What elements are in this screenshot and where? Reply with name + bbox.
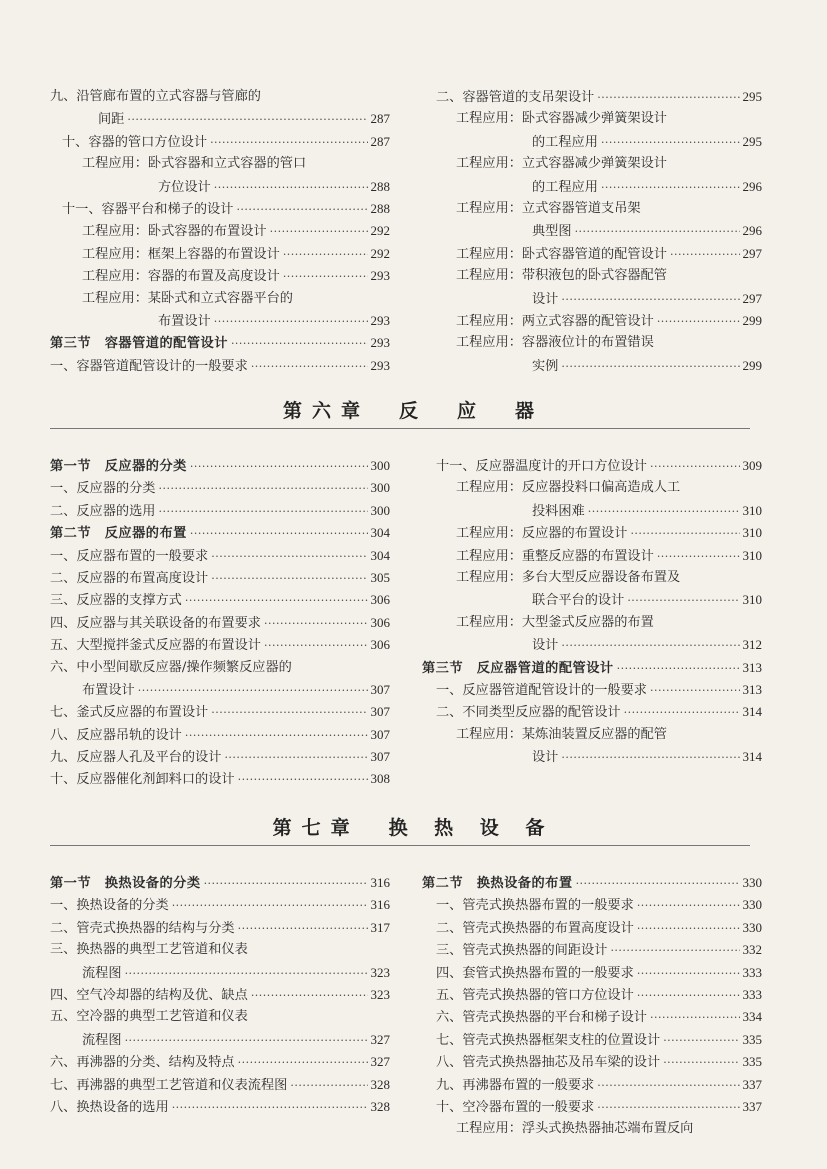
toc-page-number: 310 [742,547,762,563]
toc-entry-title: 工程应用：浮头式换热器抽芯端布置反向 [456,1121,694,1137]
dot-leader [650,1007,740,1028]
dot-leader [214,177,368,198]
toc-entry [422,1006,762,1028]
toc-page-number: 307 [370,726,390,742]
toc-entry [422,455,762,477]
toc-entry-title: 典型图 [532,224,572,240]
toc-entry [50,612,390,634]
toc-entry-title: 七、釜式反应器的布置设计 [50,705,209,721]
dot-leader [624,702,740,723]
toc-page-number: 333 [742,986,762,1002]
toc-entry [50,679,390,701]
toc-page-number: 293 [370,335,390,351]
dot-leader [127,109,367,130]
toc-entry-title: 工程应用：框架上容器的布置设计 [82,246,280,262]
toc-column-right [422,455,762,768]
toc-page-number: 292 [370,223,390,239]
toc-entry-title: 工程应用：立式容器减少弹簧架设计 [456,156,667,172]
dot-leader [617,658,740,679]
toc-entry [422,355,762,377]
toc-entry-title: 一、管壳式换热器布置的一般要求 [436,898,634,914]
dot-leader [610,940,739,961]
toc-page-number: 292 [370,245,390,261]
toc-entry [50,288,390,310]
dot-leader [561,289,739,310]
dot-leader [125,963,368,984]
toc-entry [50,355,390,377]
toc-page-number: 333 [742,964,762,980]
toc-entry [422,265,762,287]
dot-leader [637,895,740,916]
dot-leader [283,244,368,265]
dot-leader [576,873,740,894]
toc-page-number: 288 [370,178,390,194]
toc-page-number: 332 [742,942,762,958]
dot-leader [588,501,740,522]
toc-page-number: 297 [742,290,762,306]
dot-leader [630,523,739,544]
toc-page-number: 327 [370,1031,390,1047]
toc-entry-title: 六、再沸器的分类、结构及特点 [50,1055,235,1071]
toc-page-number: 335 [742,1054,762,1070]
toc-entry [422,701,762,723]
toc-entry [50,500,390,522]
toc-page-number: 335 [742,1031,762,1047]
toc-entry-title: 流程图 [82,965,122,981]
toc-entry [422,939,762,961]
dot-leader [637,985,740,1006]
dot-leader [290,1075,367,1096]
toc-entry-title: 四、套管式换热器布置的一般要求 [436,965,634,981]
toc-page-number: 307 [370,681,390,697]
toc-page-number: 323 [370,964,390,980]
toc-entry [422,962,762,984]
dot-leader [238,769,368,790]
toc-page-number: 307 [370,749,390,765]
toc-entry [50,657,390,679]
toc-entry [422,153,762,175]
toc-page-number: 330 [742,875,762,890]
toc-page-number: 296 [742,223,762,239]
toc-entry-title: 一、反应器布置的一般要求 [50,548,209,564]
toc-page-number: 306 [370,637,390,653]
toc-entry-title: 九、再沸器布置的一般要求 [436,1077,595,1093]
toc-entry-title: 九、沿管廊布置的立式容器与管廊的 [50,89,261,104]
toc-entry [422,567,762,589]
toc-entry-title: 第一节 反应器的分类 [50,459,187,474]
toc-entry-title: 五、大型搅拌釜式反应器的布置设计 [50,638,261,654]
toc-entry-title: 工程应用：容器液位计的布置错误 [456,335,654,351]
toc-entry [50,746,390,768]
toc-page-number: 334 [742,1009,762,1025]
toc-page-number: 314 [742,704,762,720]
dot-leader [650,456,740,477]
dot-leader [283,266,368,287]
toc-entry-title: 工程应用：卧式容器减少弹簧架设计 [456,111,667,127]
chapter-title: 第六章 反 应 器 [282,400,544,422]
toc-entry [422,1074,762,1096]
dot-leader [210,132,367,153]
toc-entry-title: 工程应用：卧式容器和立式容器的管口 [82,156,307,172]
toc-entry-title: 九、反应器人孔及平台的设计 [50,750,222,766]
dot-leader [650,680,740,701]
toc-section-entry [422,872,762,894]
toc-page-number: 297 [742,245,762,261]
toc-page-number: 328 [370,1098,390,1114]
toc-entry [50,1006,390,1028]
toc-entry [50,545,390,567]
toc-entry [422,108,762,130]
toc-entry-title: 六、管壳式换热器的平台和梯子设计 [436,1010,647,1026]
toc-entry-title: 八、反应器吊轨的设计 [50,727,182,743]
dot-leader [159,501,368,522]
dot-leader [159,478,368,499]
toc-entry-title: 方位设计 [158,179,211,195]
toc-entry [422,477,762,499]
toc-entry-title: 工程应用：容器的布置及高度设计 [82,269,280,285]
toc-entry [422,198,762,220]
dot-leader [561,356,739,377]
toc-page-number: 327 [370,1054,390,1070]
toc-entry [50,1074,390,1096]
toc-entry-title: 的工程应用 [532,134,598,150]
dot-leader [264,635,368,656]
toc-entry-title: 十一、反应器温度计的开口方位设计 [436,459,647,474]
toc-entry-title: 的工程应用 [532,179,598,195]
toc-entry [422,1051,762,1073]
toc-page-number: 300 [370,480,390,496]
dot-leader [211,546,367,567]
toc-page-number: 293 [370,268,390,284]
toc-column-left [50,455,390,791]
toc-entry [422,545,762,567]
toc-page-number: 293 [370,357,390,373]
dot-leader [627,590,739,611]
toc-entry [50,939,390,961]
toc-entry-title: 工程应用：某炼油装置反应器的配管 [456,726,667,742]
toc-entry [50,724,390,746]
toc-entry-title: 十、空冷器布置的一般要求 [436,1099,595,1115]
toc-entry [50,567,390,589]
dot-leader [597,87,739,108]
toc-page-number: 316 [370,875,390,890]
dot-leader [214,311,368,332]
toc-section-entry [50,522,390,544]
toc-page-number: 313 [742,681,762,697]
toc-entry-title: 三、反应器的支撑方式 [50,593,182,609]
toc-entry-title: 八、管壳式换热器抽芯及吊车梁的设计 [436,1055,661,1071]
toc-entry-title: 流程图 [82,1032,122,1048]
dot-leader [637,918,740,939]
dot-leader [597,1075,739,1096]
toc-entry-title: 六、中小型间歇反应器/操作频繁反应器的 [50,659,292,675]
toc-entry [50,176,390,198]
dot-leader [251,356,368,377]
toc-entry-title: 第三节 容器管道的配管设计 [50,336,228,352]
dot-leader [185,725,368,746]
dot-leader [190,456,368,477]
dot-leader [657,311,740,332]
toc-page-number: 314 [742,749,762,765]
toc-entry [50,153,390,175]
toc-entry [422,131,762,153]
toc-entry [50,768,390,790]
toc-entry-title: 设计 [532,638,559,654]
toc-entry-title: 工程应用：带积液包的卧式容器配管 [456,268,667,284]
dot-leader [238,918,368,939]
toc-entry [422,243,762,265]
dot-leader [663,1052,739,1073]
chapter-title: 第七章 换 热 设 备 [272,817,555,839]
toc-entry [50,894,390,916]
toc-entry-title: 一、容器管道配管设计的一般要求 [50,358,248,374]
toc-entry-title: 二、反应器的选用 [50,503,156,519]
toc-entry [50,984,390,1006]
toc-page-number: 337 [742,1098,762,1114]
toc-entry-title: 投料困难 [532,503,585,519]
toc-entry [422,724,762,746]
toc-entry-title: 第三节 反应器管道的配管设计 [422,660,614,676]
toc-page-number: 316 [370,897,390,913]
toc-column-right [422,872,762,1141]
dot-leader [601,132,740,153]
toc-entry [422,1118,762,1140]
dot-leader [264,613,368,634]
toc-entry [422,310,762,332]
toc-section-entry [50,332,390,354]
toc-page-number: 309 [742,458,762,473]
toc-column-right [422,86,762,377]
dot-leader [211,702,367,723]
toc-entry [50,198,390,220]
toc-entry-title: 第二节 反应器的布置 [50,526,187,542]
toc-page-number: 308 [370,771,390,787]
toc-entry [422,522,762,544]
dot-leader [575,221,740,242]
toc-entry-title: 工程应用：某卧式和立式容器平台的 [82,290,293,306]
toc-entry-title: 二、反应器的布置高度设计 [50,570,209,586]
toc-entry [50,1051,390,1073]
toc-entry-title: 工程应用：大型釜式反应器的布置 [456,614,654,630]
toc-page-number: 304 [370,547,390,563]
toc-page-number: 299 [742,357,762,373]
toc-entry-title: 八、换热设备的选用 [50,1099,169,1115]
dot-leader [238,1052,368,1073]
toc-entry-title: 五、空冷器的典型工艺管道和仪表 [50,1009,248,1025]
toc-entry [50,701,390,723]
toc-entry-title: 三、管壳式换热器的间距设计 [436,943,608,959]
toc-entry [50,220,390,242]
toc-column-left [50,872,390,1118]
toc-entry [422,1029,762,1051]
toc-entry [422,589,762,611]
toc-page-number: 299 [742,312,762,328]
toc-entry-title: 七、再沸器的典型工艺管道和仪表流程图 [50,1077,288,1093]
toc-section-entry [50,455,390,477]
toc-entry-title: 工程应用：卧式容器的布置设计 [82,224,267,240]
toc-entry-title: 工程应用：重整反应器的布置设计 [456,548,654,564]
toc-entry-title: 布置设计 [158,313,211,329]
toc-entry [50,589,390,611]
toc-entry-title: 十一、容器平台和梯子的设计 [62,201,234,217]
dot-leader [204,873,368,894]
toc-page-number: 307 [370,704,390,720]
dot-leader [270,221,368,242]
toc-page-number: 293 [370,312,390,328]
toc-entry [50,917,390,939]
toc-entry-title: 四、反应器与其关联设备的布置要求 [50,615,261,631]
toc-entry-title: 五、管壳式换热器的管口方位设计 [436,987,634,1003]
toc-page-number: 313 [742,659,762,675]
toc-entry-title: 联合平台的设计 [532,593,625,609]
toc-page-number: 310 [742,525,762,541]
toc-entry-title: 三、换热器的典型工艺管道和仪表 [50,942,248,958]
toc-entry-title: 一、反应器管道配管设计的一般要求 [436,682,647,698]
toc-entry [422,332,762,354]
toc-entry-title: 工程应用：反应器的布置设计 [456,526,628,542]
toc-entry [422,917,762,939]
dot-leader [236,199,367,220]
toc-column-left [50,86,390,377]
dot-leader [251,985,368,1006]
toc-entry-title: 工程应用：反应器投料口偏高造成人工 [456,480,681,496]
toc-page-number: 328 [370,1076,390,1092]
toc-page-number: 295 [742,89,762,104]
dot-leader [637,963,740,984]
toc-section-entry [50,872,390,894]
toc-entry [422,220,762,242]
dot-leader [231,333,368,354]
toc-entry-title: 二、容器管道的支吊架设计 [436,90,595,105]
toc-page-number: 295 [742,133,762,149]
dot-leader [601,177,740,198]
toc-page-number: 330 [742,919,762,935]
toc-entry [422,746,762,768]
chapter-divider [50,428,750,429]
toc-page-number: 323 [370,986,390,1002]
toc-entry [50,1029,390,1051]
dot-leader [561,635,739,656]
toc-entry [50,310,390,332]
toc-page-number: 306 [370,614,390,630]
toc-entry-title: 四、空气冷却器的结构及优、缺点 [50,987,248,1003]
toc-entry-title: 工程应用：立式容器管道支吊架 [456,200,641,216]
toc-entry-title: 实例 [532,358,559,374]
dot-leader [224,747,367,768]
toc-entry [50,634,390,656]
toc-entry-title: 二、管壳式换热器的布置高度设计 [436,920,634,936]
dot-leader [125,1030,368,1051]
toc-entry-title: 一、换热设备的分类 [50,898,169,914]
toc-section-entry [422,657,762,679]
toc-entry [422,86,762,108]
toc-entry [50,962,390,984]
toc-entry-title: 七、管壳式换热器框架支柱的位置设计 [436,1032,661,1048]
toc-entry [422,679,762,701]
toc-entry [422,894,762,916]
toc-page-number: 287 [370,133,390,149]
toc-entry [422,176,762,198]
toc-page-number: 287 [370,111,390,127]
toc-entry [50,265,390,287]
dot-leader [663,1030,739,1051]
toc-entry-title: 一、反应器的分类 [50,481,156,497]
toc-entry-title: 工程应用：多台大型反应器设备布置及 [456,569,681,585]
toc-entry-title: 设计 [532,291,559,307]
toc-entry [422,288,762,310]
toc-entry-title: 工程应用：两立式容器的配管设计 [456,313,654,329]
dot-leader [670,244,740,265]
toc-entry-title: 二、管壳式换热器的结构与分类 [50,920,235,936]
toc-entry-title: 十、反应器催化剂卸料口的设计 [50,772,235,788]
toc-entry-title: 间距 [98,112,125,128]
toc-page-number: 317 [370,919,390,935]
toc-entry [422,984,762,1006]
toc-entry [50,1096,390,1118]
dot-leader [172,895,368,916]
toc-entry [50,243,390,265]
dot-leader [561,747,739,768]
chapter-divider [50,845,750,846]
dot-leader [597,1097,739,1118]
dot-leader [211,568,367,589]
toc-entry-title: 设计 [532,750,559,766]
toc-entry [50,131,390,153]
toc-page-number: 310 [742,502,762,518]
toc-entry [422,1096,762,1118]
toc-page-number: 288 [370,200,390,216]
toc-page-number: 300 [370,502,390,518]
dot-leader [172,1097,368,1118]
toc-page-number: 310 [742,592,762,608]
toc-entry-title: 工程应用：卧式容器管道的配管设计 [456,246,667,262]
toc-page-number: 305 [370,569,390,585]
dot-leader [190,523,368,544]
toc-page-number: 296 [742,178,762,194]
toc-page-number: 304 [370,525,390,541]
dot-leader [138,680,368,701]
toc-page-number: 330 [742,897,762,913]
toc-entry-title: 十、容器的管口方位设计 [62,134,208,150]
dot-leader [185,590,368,611]
toc-page-number: 312 [742,637,762,653]
toc-entry [422,634,762,656]
toc-entry-title: 布置设计 [82,682,135,698]
toc-page-number: 337 [742,1076,762,1092]
toc-entry [50,477,390,499]
toc-entry-title: 第一节 换热设备的分类 [50,876,201,891]
dot-leader [657,546,740,567]
toc-entry [50,108,390,130]
toc-entry [422,500,762,522]
toc-entry [50,86,390,108]
toc-entry-title: 第二节 换热设备的布置 [422,876,573,891]
toc-entry [422,612,762,634]
toc-entry-title: 二、不同类型反应器的配管设计 [436,705,621,721]
toc-page-number: 306 [370,592,390,608]
toc-page-number: 300 [370,458,390,473]
